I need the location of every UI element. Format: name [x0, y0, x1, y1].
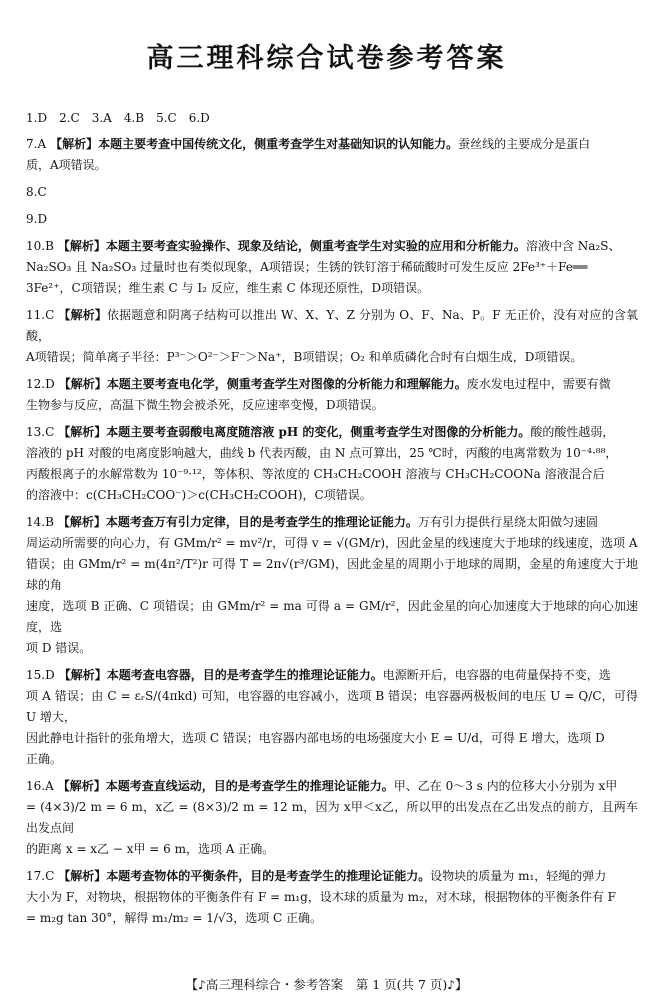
analysis-text: 大小为 F，对物块，根据物体的平衡条件有 F = m₁g，设木球的质量为 m₂，对木球，根据物体的平衡条件有 F [26, 890, 616, 904]
answer-letter: C [45, 425, 55, 439]
analysis-text: A项错误；简单离子半径：P³⁻＞O²⁻＞F⁻＞Na⁺，B项错误；O₂ 和单质磷化合时有白烟生成，D项错误。 [26, 350, 583, 364]
analysis-text: 周运动所需要的向心力，有 GMm/r² = mv²/r，可得 v = √(GM/r)，因此金星的线速度大于地球的线速度，选项 A [26, 536, 638, 550]
analysis-text: 质，A项错误。 [26, 158, 107, 172]
answer-item [26, 182, 638, 203]
analysis-text: 项 A 错误；由 C = εᵣS/(4πkd) 可知，电容器的电容减小，选项 B 错误；电容器两极板间的电压 U = Q/C，可得 U 增大， [26, 689, 638, 724]
analysis-text: 错误；由 GMm/r² = m(4π²/T²)r 可得 T = 2π√(r³/GM)，因此金星的周期小于地球的周期，金星的角速度大于地球的角 [26, 557, 638, 592]
music-note-icon: ♪ [198, 978, 206, 992]
question-number: 13. [26, 425, 46, 439]
analysis-heading: 【解析】本题考查物体的平衡条件，目的是考查学生的推理论证能力。 [58, 869, 431, 883]
analysis-text: 的距离 x = x乙 − x甲 = 6 m，选项 A 正确。 [26, 842, 275, 856]
analysis-text: 甲、乙在 0～3 s 内的位移大小分别为 x甲 [393, 779, 618, 793]
answer-item [26, 134, 638, 176]
answer-item [26, 866, 638, 929]
question-number: 15. [26, 668, 46, 682]
page-title: 高三理科综合试卷参考答案 [146, 43, 507, 74]
answer-item [26, 512, 638, 659]
answer-letter: D [45, 377, 55, 391]
analysis-heading: 【解析】本题考查电容器，目的是考查学生的推理论证能力。 [58, 668, 383, 682]
analysis-heading: 【解析】本题主要考查实验操作、现象及结论，侧重考查学生对实验的应用和分析能力。 [57, 239, 526, 253]
answer-letter: A [45, 779, 54, 793]
analysis-text: 3Fe²⁺，C项错误；维生素 C 与 I₂ 反应，维生素 C 体现还原性，D项错误。 [26, 281, 430, 295]
analysis-text: 蚕丝线的主要成分是蛋白 [458, 137, 591, 151]
analysis-text: 电源断开后，电容器的电荷量保持不变，选 [382, 668, 611, 682]
analysis-heading: 【解析】 [58, 308, 107, 322]
question-number: 9. [26, 212, 38, 226]
analysis-text: 因此静电计指针的张角增大，选项 C 错误；电容器内部电场的电场强度大小 E = U/d，可得 E 增大，选项 D [26, 731, 605, 745]
footer-page-info: 高三理科综合・参考答案 第 1 页(共 7 页) [205, 977, 448, 992]
answer-list [26, 134, 638, 929]
analysis-heading: 【解析】本题主要考查弱酸电离度随溶液 pH 的变化，侧重考查学生对图像的分析能力。 [58, 425, 531, 439]
analysis-text: 速度，选项 B 正确、C 项错误；由 GMm/r² = ma 可得 a = GM/r²，因此金星的向心加速度大于地球的向心加速度，选 [26, 599, 638, 634]
analysis-text: 正确。 [26, 752, 63, 766]
question-number: 16. [26, 779, 46, 793]
answer-letter: B [45, 515, 54, 529]
question-number: 14. [26, 515, 46, 529]
answer-item [26, 665, 638, 770]
analysis-heading: 【解析】本题主要考查中国传统文化，侧重考查学生对基础知识的认知能力。 [50, 137, 459, 151]
analysis-text: 丙酸根离子的水解常数为 10⁻⁹·¹²，等体积、等浓度的 CH₃CH₂COOH 溶液与 CH₃CH₂COONa 溶液混合后 [26, 467, 605, 481]
analysis-heading: 【解析】本题考查直线运动，目的是考查学生的推理论证能力。 [57, 779, 394, 793]
footer-left-bracket: 【 [185, 977, 199, 992]
quick-answers: 1.D 2.C 3.A 4.B 5.C 6.D [26, 111, 210, 125]
answer-item [26, 374, 638, 416]
analysis-heading: 【解析】本题考查万有引力定律，目的是考查学生的推理论证能力。 [57, 515, 418, 529]
question-number: 17. [26, 869, 46, 883]
answer-item [26, 422, 638, 506]
page-footer [0, 975, 653, 993]
answer-letter: A [37, 137, 47, 151]
analysis-text: 溶液中含 Na₂S、 [525, 239, 621, 253]
analysis-text: = (4×3)/2 m = 6 m，x乙 = (8×3)/2 m = 12 m，因为 x甲＜x乙，所以甲的出发点在乙出发点的前方，且两车出发点间 [26, 800, 638, 835]
answer-letter: B [45, 239, 54, 253]
answer-item [26, 776, 638, 860]
question-number: 12. [26, 377, 46, 391]
answer-item [26, 236, 638, 299]
question-number: 10. [26, 239, 46, 253]
analysis-text: 溶液的 pH 对酸的电离度影响越大，曲线 b 代表丙酸，由 N 点可算出，25 ℃时，丙酸的电离常数为 10⁻⁴·⁸⁸， [26, 446, 618, 460]
analysis-text: 的溶液中：c(CH₃CH₂COO⁻)＞c(CH₃CH₂COOH)，C项错误。 [26, 488, 372, 502]
music-note-icon: ♪ [447, 978, 455, 992]
analysis-heading: 【解析】本题主要考查电化学，侧重考查学生对图像的分析能力和理解能力。 [58, 377, 467, 391]
analysis-text: Na₂SO₃ 且 Na₂SO₃ 过量时也有类似现象，A项错误；生锈的铁钉溶于稀硫酸时可发生反应 2Fe³⁺＋Fe══ [26, 260, 588, 274]
footer-right-bracket: 】 [454, 977, 468, 992]
analysis-text: 酸的酸性越弱， [530, 425, 615, 439]
analysis-text: = m₂g tan 30°，解得 m₁/m₂ = 1/√3，选项 C 正确。 [26, 911, 323, 925]
answer-letter: C [45, 869, 55, 883]
question-number: 11. [26, 308, 46, 322]
question-number: 8. [26, 185, 38, 199]
answer-item [26, 209, 638, 230]
answer-letter: D [45, 668, 55, 682]
answer-item [26, 305, 638, 368]
analysis-text: 万有引力提供行星绕太阳做匀速圆 [417, 515, 598, 529]
answer-letter: D [37, 212, 48, 226]
analysis-text: 设物块的质量为 m₁，轻绳的弹力 [430, 869, 607, 883]
analysis-text: 生物参与反应，高温下微生物会被杀死，反应速率变慢，D项错误。 [26, 398, 384, 412]
analysis-text: 废水发电过程中，需要有微 [466, 377, 611, 391]
analysis-text: 项 D 错误。 [26, 641, 92, 655]
analysis-text: 依据题意和阴离子结构可以推出 W、X、Y、Z 分别为 O、F、Na、P。F 无正价，没有对应的含氧酸， [26, 308, 638, 343]
answer-letter: C [37, 185, 47, 199]
answer-content [26, 108, 638, 935]
answer-letter: C [45, 308, 55, 322]
question-number: 7. [26, 137, 38, 151]
